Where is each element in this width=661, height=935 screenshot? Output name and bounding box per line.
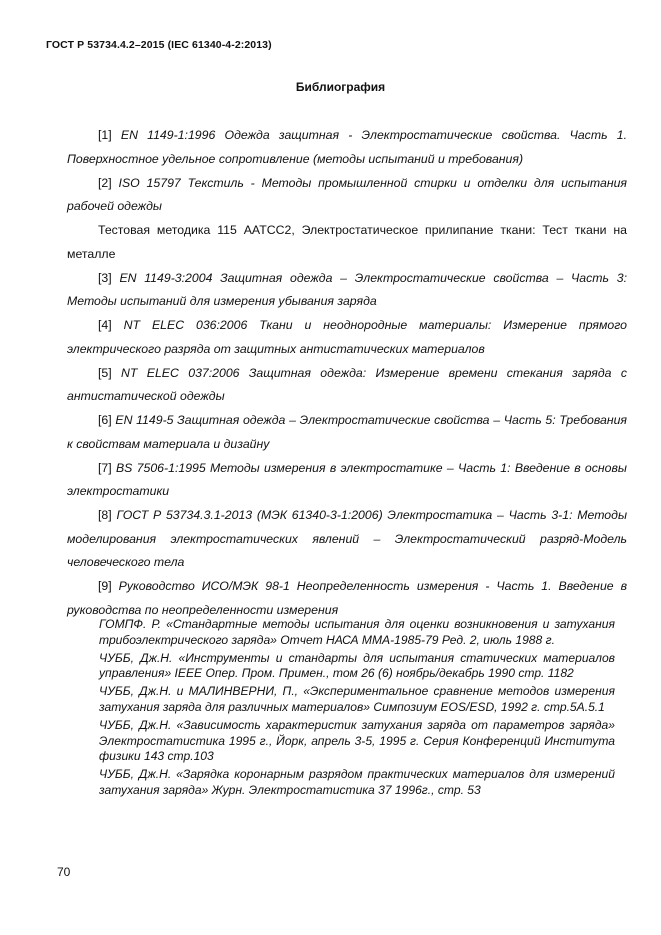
- item-text: EN 1149-5 Защитная одежда – Электростатические свойства – Часть 5: Требования к свойствам материала и дизайну: [67, 413, 627, 451]
- bibliography-item: [67, 267, 627, 314]
- bibliography-item: [67, 504, 627, 575]
- item-text: ISO 15797 Текстиль - Методы промышленной стирки и отделки для испытания рабочей одежды: [67, 175, 627, 213]
- reference-paragraph: ЧУББ, Дж.Н. «Инструменты и стандарты для испытания статических материалов управления» IEEE Опер. Пром. Примен., том 26 (6) ноябрь/декабрь 1990 стр. 1182: [99, 650, 615, 681]
- reference-paragraph: ГОМПФ. Р. «Стандартные методы испытания для оценки возникновения и затухания трибоэлектрического заряда» Отчет НАСА ММА-1985-79 Ред. 2, июль 1988 г.: [99, 617, 615, 647]
- bibliography-item: [67, 219, 627, 266]
- bibliography-list: [67, 124, 627, 623]
- bibliography-item: [67, 124, 627, 171]
- item-text: EN 1149-1:1996 Одежда защитная - Электростатические свойства. Часть 1. Поверхностное удельное сопротивление (методы испытаний и требования): [67, 128, 627, 166]
- bibliography-item: [67, 314, 627, 361]
- item-number: [1]: [98, 128, 112, 142]
- item-number: [2]: [98, 175, 112, 190]
- page-number: 70: [57, 865, 71, 879]
- item-number: [9]: [98, 579, 112, 593]
- item-text: ГОСТ Р 53734.3.1-2013 (МЭК 61340-3-1:2006) Электростатика – Часть 3-1: Методы моделирования электростатических явлений – Электростатический разряд-Модель человеческого тела: [67, 508, 627, 569]
- item-number: [8]: [98, 508, 112, 522]
- item-text: BS 7506-1:1995 Методы измерения в электростатике – Часть 1: Введение в основы электростатики: [67, 460, 627, 498]
- bibliography-item: [67, 172, 627, 219]
- item-text: NT ELEC 036:2006 Ткани и неоднородные материалы: Измерение прямого электрического разряда от защитных антистатических материалов: [67, 318, 627, 356]
- document-header: ГОСТ Р 53734.4.2–2015 (IEC 61340-4-2:2013): [46, 39, 272, 51]
- item-number: [3]: [98, 270, 112, 285]
- item-text: EN 1149-3:2004 Защитная одежда – Электростатические свойства – Часть 3: Методы испытаний для измерения убывания заряда: [67, 270, 627, 308]
- item-number: [7]: [98, 460, 112, 475]
- item-text: Руководство ИСО/МЭК 98-1 Неопределенность измерения - Часть 1. Введение в руководства по неопределенности измерения: [67, 579, 627, 617]
- item-text: NT ELEC 037:2006 Защитная одежда: Измерение времени стекания заряда с антистатической одежды: [67, 365, 627, 403]
- bibliography-item: [67, 409, 627, 456]
- bibliography-item: [67, 362, 627, 409]
- reference-paragraph: ЧУББ, Дж.Н. «Зависимость характеристик затухания заряда от параметров заряда» Электростатистика 1995 г., Йорк, апрель 3-5, 1995 г. Серия Конференций Института физики 143 стр.103: [99, 718, 615, 764]
- bibliography-item: [67, 457, 627, 504]
- item-number: [5]: [98, 365, 112, 380]
- item-text: Тестовая методика 115 AATCC2, Электростатическое прилипание ткани: Тест ткани на металле: [67, 223, 627, 261]
- additional-references: [99, 617, 615, 801]
- reference-paragraph: ЧУББ, Дж.Н. «Зарядка коронарным разрядом практических материалов для измерений затухания заряда» Журн. Электростатистика 37 1996г., стр. 53: [99, 767, 615, 797]
- bibliography-item: [67, 575, 627, 622]
- item-number: [6]: [98, 413, 112, 427]
- item-number: [4]: [98, 318, 112, 332]
- reference-paragraph: ЧУББ, Дж.Н. и МАЛИНВЕРНИ, П., «Экспериментальное сравнение методов измерения затухания заряда для различных материалов» Симпозиум EOS/ESD, 1992 г. стр.5А.5.1: [99, 684, 615, 714]
- page-title: Библиография: [295, 80, 386, 94]
